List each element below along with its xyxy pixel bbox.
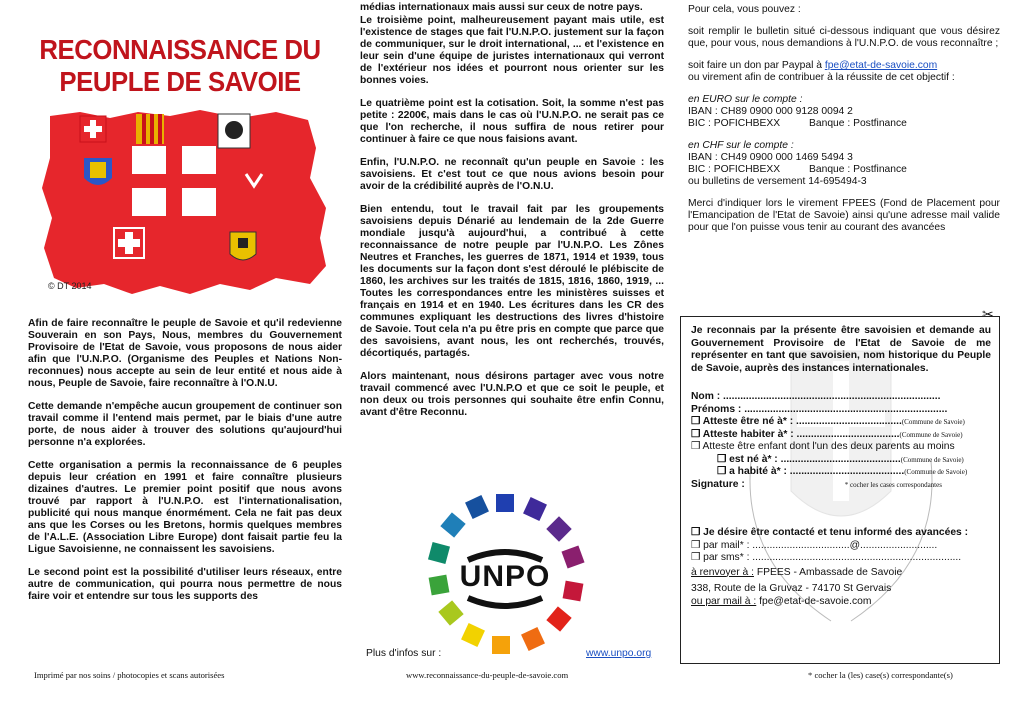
signature-label: Signature : bbox=[691, 478, 745, 490]
col1-paragraph-3: Cette organisation a permis la reconnaissance de 6 peuples depuis leur création en 1991 et faire connaître plusieurs dizaines d'autres. Le premier point positif que nous avons trouvé par rapport à l'U.N.P.O. est l'internationalisation, publicité qui nous manque énormément. Cela ne fait pas deux ans que les Corses ou les Bretons, hormis quelques membres de l'A.L.E. (Association Libre Europe) dont faisait partie feu la Ligue Savoisienne, ne connaissent les savoisiens. bbox=[28, 460, 342, 555]
signature-row bbox=[691, 479, 991, 492]
ne-a-sub: (Commune de Savoie) bbox=[901, 418, 965, 426]
par-mail-row bbox=[691, 596, 991, 609]
signature-area[interactable] bbox=[691, 491, 991, 527]
form-content bbox=[691, 325, 991, 608]
eur-iban: IBAN : CH89 0900 000 9128 0094 2 bbox=[688, 106, 853, 117]
footer-left: Imprimé par nos soins / photocopies et scans autorisées bbox=[34, 670, 225, 680]
paypal-label: soit faire un don par Paypal à bbox=[688, 60, 822, 71]
prenoms-field[interactable]: Prénoms : ....................................................................... bbox=[691, 403, 948, 415]
est-ne-label: ❒ est né à* : .......................................... bbox=[717, 453, 901, 465]
contact-checkbox[interactable]: ❒ Je désire être contacté et tenu informé des avancées : bbox=[691, 527, 969, 538]
eur-bic: BIC : POFICHBEXX bbox=[688, 118, 781, 129]
col3-paragraph-2: soit remplir le bulletin situé ci-dessous indiquant que vous désirez que, pour vous, nous demandions à l'U.N.P.O. de vous reconnaître ; bbox=[688, 26, 1000, 49]
unpo-logo-text: UNPO bbox=[459, 560, 551, 593]
col1-paragraph-2: Cette demande n'empêche aucun groupement de continuer son travail comme il l'entend mais permet, par le biais d'une autre porte, de nous aider à trouver des solutions qu'aujourd'hui personne n'a explorées. bbox=[28, 401, 342, 448]
footer-right: * cocher la (les) case(s) correspondante(s) bbox=[808, 670, 953, 680]
sms-field[interactable]: ❒ par sms* : ......................................................................... bbox=[691, 552, 962, 563]
map-credit: © DT 2014 bbox=[48, 281, 92, 291]
paypal-email-link[interactable]: fpe@etat-de-savoie.com bbox=[824, 60, 938, 71]
chf-bic: BIC : POFICHBEXX bbox=[688, 164, 781, 175]
title-line-2: PEUPLE DE SAVOIE bbox=[59, 66, 301, 97]
chf-account bbox=[688, 140, 1000, 188]
savoie-map bbox=[40, 108, 332, 298]
col2-paragraph-6: Alors maintenant, nous désirons partager avec vous notre travail commencé avec l'U.N.P.O et que ce soit le peuple, et non deux ou trois personnes qui souhaite être enfin Connu, avant d'être Reconnu. bbox=[360, 371, 664, 418]
renvoyer-value: FPEES - Ambassade de Savoie bbox=[753, 566, 903, 578]
renvoyer-label: à renvoyer à : bbox=[691, 566, 754, 578]
eur-bank: Banque : Postfinance bbox=[809, 118, 907, 129]
eur-heading: en EURO sur le compte : bbox=[688, 94, 803, 105]
membership-form bbox=[680, 316, 1000, 664]
chf-iban: IBAN : CH49 0900 000 1469 5494 3 bbox=[688, 152, 853, 163]
a-habite-sub: (Commune de Savoie) bbox=[904, 468, 968, 476]
chf-heading: en CHF sur le compte : bbox=[688, 140, 794, 151]
habiter-label: ❒ Atteste habiter à* : .................................... bbox=[691, 428, 900, 440]
col2-paragraph-2: Le troisième point, malheureusement payant mais utile, est l'existence de stages que fait l'U.N.P.O. justement sur la façon de communiquer, sur le droit international, ... et l'existence en leur sein d'une équipe de juristes internationaux qui verront de l'extérieur nos idées et pourront nous orienter sur les bonnes voies. bbox=[360, 15, 664, 86]
column-3 bbox=[688, 4, 1000, 244]
chf-bv: ou bulletins de versement 14-695494-3 bbox=[688, 176, 867, 187]
title-line-1: RECONNAISSANCE DU bbox=[39, 34, 321, 65]
ne-a-checkbox[interactable] bbox=[691, 416, 991, 429]
a-habite-checkbox[interactable] bbox=[691, 466, 991, 479]
mail-field[interactable]: ❒ par mail* : ..................................@........................... bbox=[691, 539, 938, 551]
scissors-icon: ✂ bbox=[982, 306, 994, 322]
address: 338, Route de la Gruvaz - 74170 St Gervais bbox=[691, 583, 892, 594]
col2-paragraph-4: Enfin, l'U.N.P.O. ne reconnaît qu'un peuple en Savoie : les savoisiens. Et c'est tout ce que nous avions besoin pour avoir de la crédibilité auprès de l'O.N.U. bbox=[360, 157, 664, 192]
column-1 bbox=[28, 318, 342, 614]
col3-paragraph-1: Pour cela, vous pouvez : bbox=[688, 4, 801, 15]
renvoyer-row bbox=[691, 567, 991, 580]
eur-account bbox=[688, 94, 1000, 130]
more-info-label: Plus d'infos sur : bbox=[366, 648, 442, 659]
unpo-link[interactable]: www.unpo.org bbox=[586, 648, 652, 659]
unpo-logo bbox=[420, 490, 590, 660]
ne-a-label: ❒ Atteste être né à* : ..................................... bbox=[691, 416, 902, 427]
column-2 bbox=[360, 2, 664, 430]
par-mail-label: ou par mail à : bbox=[691, 595, 757, 607]
nom-field[interactable]: Nom : ............................................................................ bbox=[691, 391, 941, 402]
par-mail-value: fpe@etat-de-savoie.com bbox=[756, 595, 872, 607]
est-ne-checkbox[interactable] bbox=[691, 454, 991, 467]
col2-paragraph-5: Bien entendu, tout le travail fait par les groupements savoisiens depuis Dénarié au lendemain de la 2de Guerre mondiale jusqu'à aujourd'hui, a contribué à cette reconnaissance de notre peuple par l'U.N.P.O. Les Zônes Neutres et Franches, les guerres de 1871, 1914 et 1939, tous les documents sur la façon dont s'est déroulé le plébiscite de 1860, les archives sur les traités de 1815, 1816, 1860, 1919, ... Toutes les correspondances entre les ministères suisses et français en 1914 et en 1940. Les écritures dans les CR des communes expliquant les destructions des livres d'histoire de Savoie. Tout cela n'a pu être pris en compte que parce que des savoisiens, avant nous, les ont recherchés, trouvés, décortiqués, partagés. bbox=[360, 204, 664, 359]
col1-paragraph-4: Le second point est la possibilité d'utiliser leurs réseaux, entre autre de communication, qui pourra nous permettre de nous faire voir et entendre sur tous les supports des bbox=[28, 567, 342, 602]
est-ne-sub: (Commune de Savoie) bbox=[900, 455, 964, 464]
page-title bbox=[35, 34, 326, 98]
col3-paragraph-3 bbox=[688, 60, 1000, 84]
col2-paragraph-1: médias internationaux mais aussi sur ceux de notre pays. bbox=[360, 2, 643, 13]
footer-center: www.reconnaissance-du-peuple-de-savoie.com bbox=[406, 670, 569, 680]
habiter-sub: (Commune de Savoie) bbox=[899, 430, 963, 439]
signature-note: * cocher les cases correspondantes bbox=[844, 480, 942, 489]
enfant-checkbox[interactable]: ❒ Atteste être enfant dont l'un des deux parents au moins bbox=[691, 441, 955, 452]
col3-paragraph-4: Merci d'indiquer lors le virement FPEES (Fond de Placement pour l'Emancipation de l'Etat de Savoie) ainsi qu'une adresse mail valide pour que l'on puisse vous tenir au courant des avancées bbox=[688, 198, 1000, 233]
col1-paragraph-1: Afin de faire reconnaître le peuple de Savoie et qu'il redevienne Souverain en son Pays, Nous, membres du Gouvernement Provisoire de l'Etat de Savoie, vous proposons de nous aider afin que l'U.N.P.O. (Organisme des Peuples et Nations Non-reconnues) nous accepte au sein de leur entité et nous aide à nous, Peuple de Savoie, faire reconnaître à l'O.N.U. bbox=[28, 318, 342, 389]
savoie-map-illustration bbox=[40, 108, 332, 298]
virement-label: ou virement afin de contribuer à la réussite de cet objectif : bbox=[688, 72, 955, 83]
a-habite-label: ❒ a habité à* : ........................................ bbox=[717, 466, 905, 477]
col2-paragraph-3: Le quatrième point est la cotisation. Soit, la somme n'est pas petite : 2200€, mais dans le cas où l'U.N.P.O. ne serait pas ce que l'on recherche, il nous suffira de nous retirer pour continuer à faire ce que nous faisions avant. bbox=[360, 98, 664, 145]
habiter-checkbox[interactable] bbox=[691, 429, 991, 442]
form-intro: Je reconnais par la présente être savoisien et demande au Gouvernement Provisoire de l'Etat de Savoie de me représenter en tant que savoisien, nom historique du Peuple de Savoie, auprès des instances internationales. bbox=[691, 325, 991, 374]
chf-bank: Banque : Postfinance bbox=[809, 164, 907, 175]
